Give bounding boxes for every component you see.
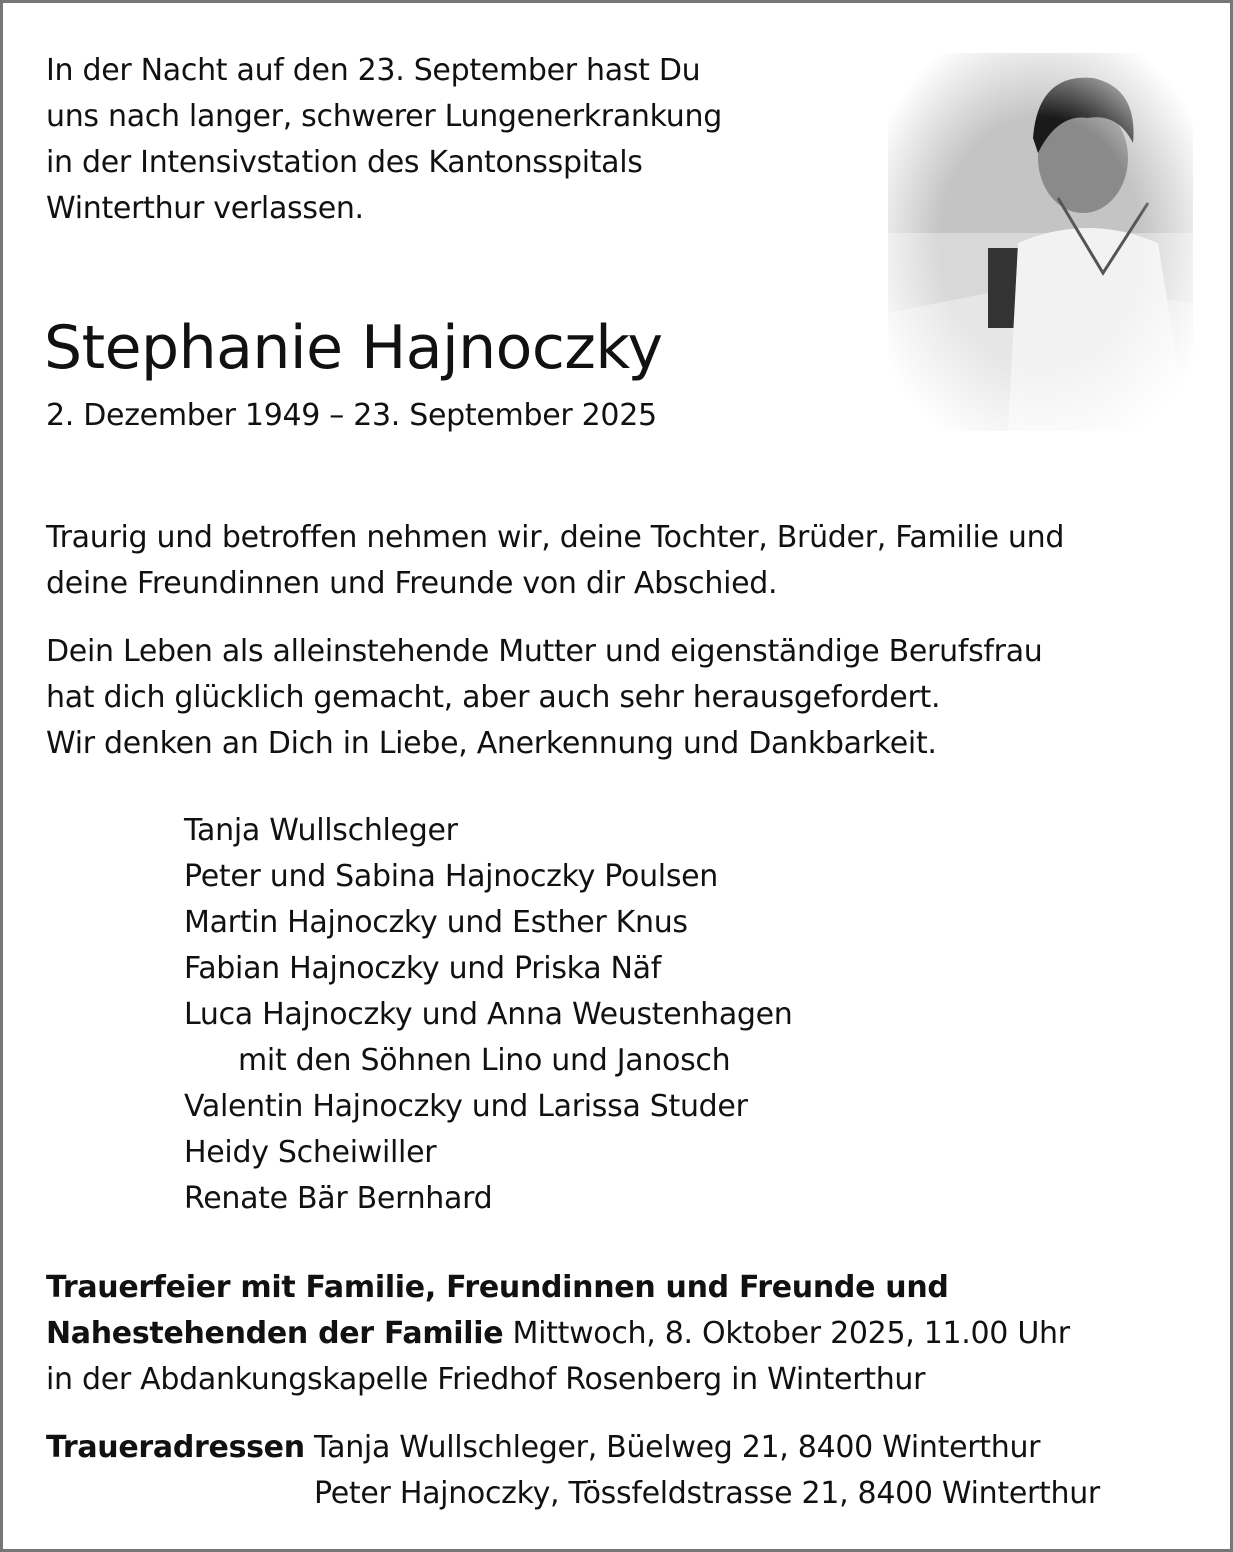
addresses-label: Traueradressen [46, 1430, 305, 1465]
service-heading: Nahestehenden der Familie [46, 1316, 504, 1351]
paragraph-line: Traurig und betroffen nehmen wir, deine Tochter, Brüder, Familie und [46, 520, 1065, 555]
portrait-photo [888, 53, 1193, 431]
paragraph-line: Wir denken an Dich in Liebe, Anerkennung und Dankbarkeit. [46, 726, 937, 761]
paragraph-line: Dein Leben als alleinstehende Mutter und eigenständige Berufsfrau [46, 634, 1043, 669]
service-info [46, 1265, 1070, 1403]
intro-line: uns nach langer, schwerer Lungenerkrankung [46, 99, 722, 134]
address-line: Peter Hajnoczky, Tössfeldstrasse 21, 8400 Winterthur [314, 1476, 1100, 1511]
mourner: Tanja Wullschleger [184, 813, 458, 848]
mourning-addresses [46, 1425, 1100, 1517]
mourner: Heidy Scheiwiller [184, 1135, 437, 1170]
intro-line: in der Intensivstation des Kantonsspitals [46, 145, 643, 180]
paragraph-line: hat dich glücklich gemacht, aber auch sehr herausgefordert. [46, 680, 941, 715]
life-dates: 2. Dezember 1949 – 23. September 2025 [46, 398, 657, 433]
mourner: Martin Hajnoczky und Esther Knus [184, 905, 688, 940]
mourners-list [184, 808, 793, 1222]
mourner: mit den Söhnen Lino und Janosch [238, 1043, 731, 1078]
intro-line: In der Nacht auf den 23. September hast Du [46, 53, 701, 88]
mourner: Valentin Hajnoczky und Larissa Studer [184, 1089, 748, 1124]
tribute-paragraph [46, 629, 1043, 767]
mourner: Peter und Sabina Hajnoczky Poulsen [184, 859, 719, 894]
mourner: Luca Hajnoczky und Anna Weustenhagen [184, 997, 793, 1032]
mourner: Renate Bär Bernhard [184, 1181, 493, 1216]
intro-line: Winterthur verlassen. [46, 191, 364, 226]
farewell-paragraph [46, 515, 1064, 607]
service-location: in der Abdankungskapelle Friedhof Rosenberg in Winterthur [46, 1362, 926, 1397]
address-line: Tanja Wullschleger, Büelweg 21, 8400 Winterthur [314, 1430, 1041, 1465]
mourner: Fabian Hajnoczky und Priska Näf [184, 951, 661, 986]
paragraph-line: deine Freundinnen und Freunde von dir Abschied. [46, 566, 778, 601]
intro-text [46, 48, 722, 232]
deceased-name: Stephanie Hajnoczky [44, 313, 663, 383]
service-datetime: Mittwoch, 8. Oktober 2025, 11.00 Uhr [512, 1316, 1070, 1351]
service-heading: Trauerfeier mit Familie, Freundinnen und Freunde und [46, 1270, 949, 1305]
